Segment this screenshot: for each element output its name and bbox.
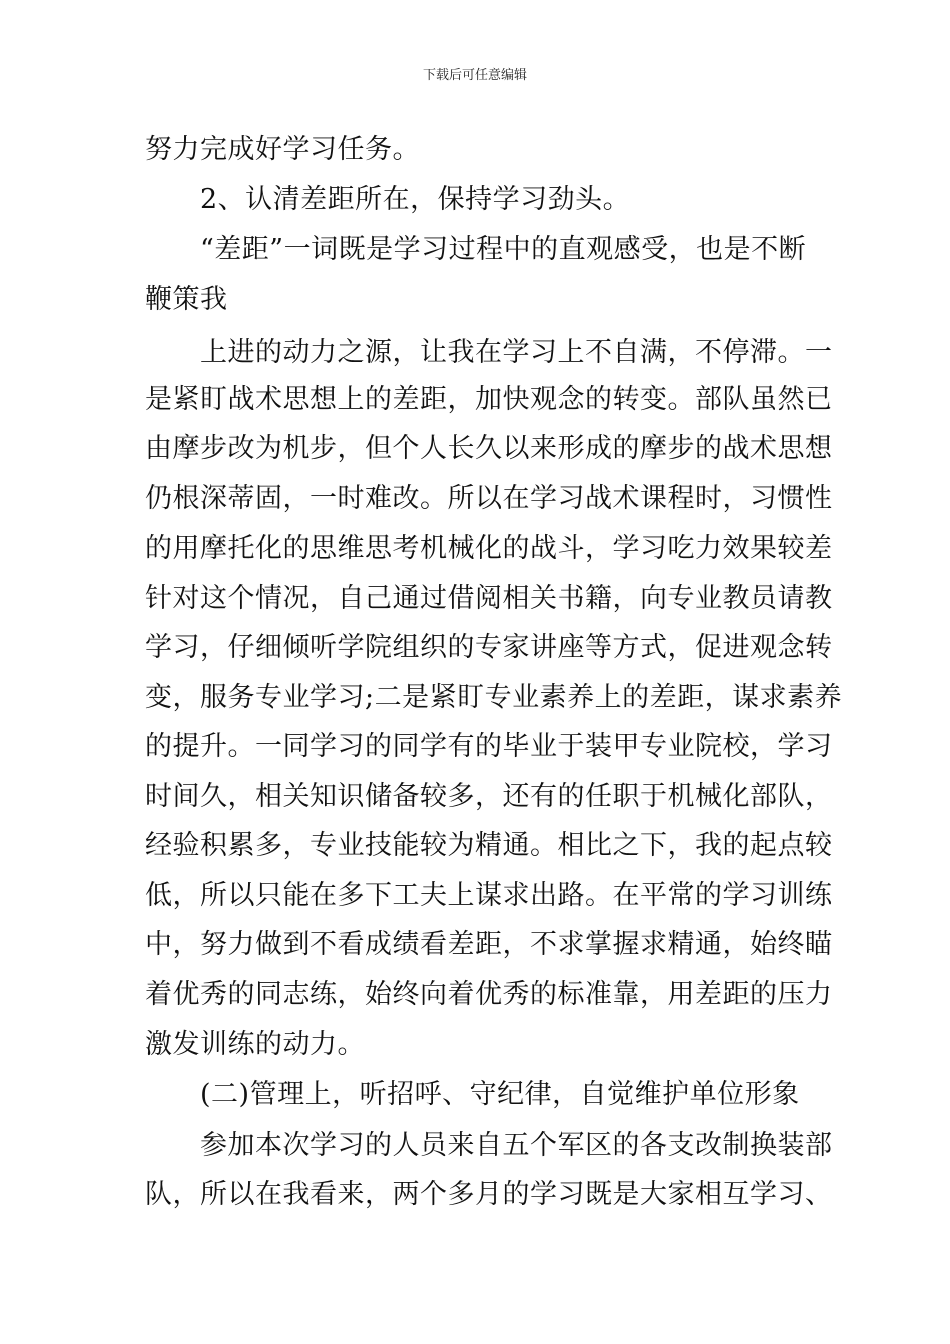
text-line: “差距”一词既是学习过程中的直观感受，也是不断 (200, 234, 807, 265)
section-heading: 2、认清差距所在，保持学习劲头。 (200, 184, 631, 215)
text-line: 激发训练的动力。 (145, 1029, 365, 1060)
text-line: 经验积累多，专业技能较为精通。相比之下，我的起点较 (145, 830, 833, 861)
text-line: 是紧盯战术思想上的差距，加快观念的转变。部队虽然已 (145, 384, 833, 415)
section-heading: (二)管理上，听招呼、守纪律，自觉维护单位形象 (200, 1079, 800, 1110)
text-line: 低，所以只能在多下工夫上谋求出路。在平常的学习训练 (145, 880, 833, 911)
text-line: 中，努力做到不看成绩看差距，不求掌握求精通，始终瞄 (145, 929, 833, 960)
text-line: 鞭策我 (145, 284, 228, 315)
text-line: 上进的动力之源，让我在学习上不自满，不停滞。一 (200, 337, 833, 368)
text-line: 学习，仔细倾听学院组织的专家讲座等方式，促进观念转 (145, 632, 833, 663)
text-line: 着优秀的同志练，始终向着优秀的标准靠，用差距的压力 (145, 979, 833, 1010)
text-line: 的提升。一同学习的同学有的毕业于装甲专业院校，学习 (145, 731, 833, 762)
text-line: 针对这个情况，自己通过借阅相关书籍，向专业教员请教 (145, 583, 833, 614)
text-line: 的用摩托化的思维思考机械化的战斗，学习吃力效果较差 (145, 533, 833, 564)
text-line: 由摩步改为机步，但个人长久以来形成的摩步的战术思想 (145, 433, 833, 464)
text-line: 队，所以在我看来，两个多月的学习既是大家相互学习、 (145, 1179, 833, 1210)
text-line: 时间久，相关知识储备较多，还有的任职于机械化部队， (145, 781, 833, 812)
text-line: 努力完成好学习任务。 (145, 134, 420, 165)
text-line: 仍根深蒂固，一时难改。所以在学习战术课程时，习惯性 (145, 483, 833, 514)
text-line: 变，服务专业学习;二是紧盯专业素养上的差距，谋求素养 (145, 682, 843, 713)
page-header: 下载后可任意编辑 (422, 68, 527, 83)
text-line: 参加本次学习的人员来自五个军区的各支改制换装部 (200, 1130, 833, 1161)
